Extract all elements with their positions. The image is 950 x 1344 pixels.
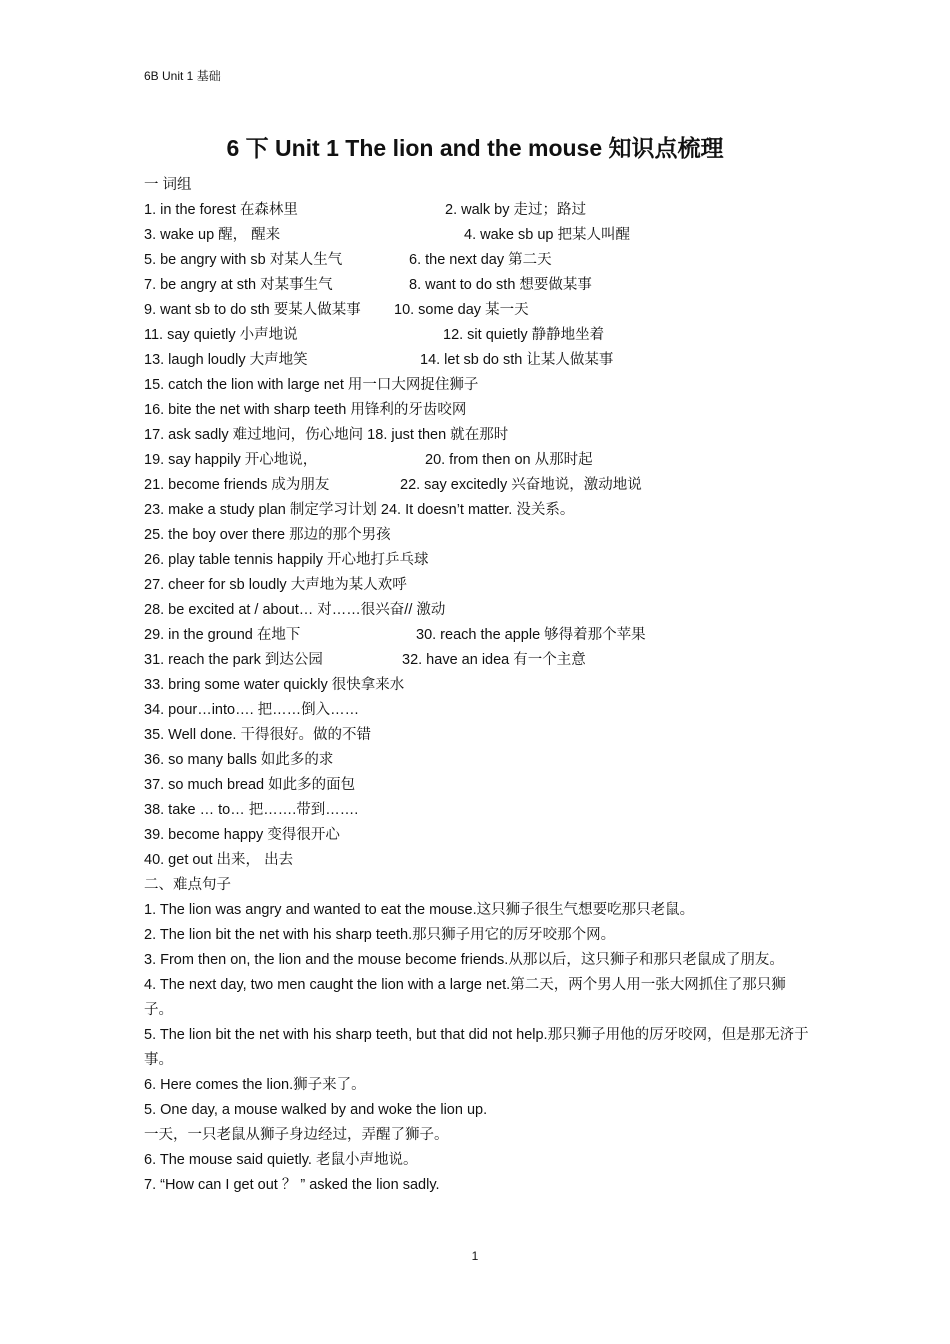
sentence-item: 7. “How can I get out ？ ” asked the lion sadly. (144, 1177, 440, 1193)
phrase-item: 13. laugh loudly 大声地笑 (144, 352, 308, 368)
phrase-row (144, 323, 812, 348)
phrase-row (144, 573, 812, 598)
phrase-item: 6. the next day 第二天 (409, 252, 552, 268)
phrase-row (144, 448, 812, 473)
phrase-item: 34. pour…into…. 把……倒入…… (144, 702, 360, 718)
phrase-row (144, 548, 812, 573)
phrase-row (144, 623, 812, 648)
phrase-row (144, 423, 812, 448)
phrase-item: 12. sit quietly 静静地坐着 (443, 327, 605, 343)
phrase-item: 7. be angry at sth 对某事生气 (144, 277, 333, 293)
sentence-item: 6. The mouse said quietly. 老鼠小声地说。 (144, 1152, 418, 1168)
phrase-row (144, 373, 812, 398)
sentence-item: 3. From then on, the lion and the mouse become friends.从那以后，这只狮子和那只老鼠成了朋友。 (144, 952, 784, 968)
phrase-item: 30. reach the apple 够得着那个苹果 (416, 627, 646, 643)
phrase-row (144, 673, 812, 698)
phrase-item: 40. get out 出来， 出去 (144, 852, 294, 868)
phrase-item: 15. catch the lion with large net 用一口大网捉住狮子 (144, 377, 479, 393)
phrase-row (144, 473, 812, 498)
sentence-item: 5. One day, a mouse walked by and woke the lion up. (144, 1102, 488, 1118)
phrase-item: 29. in the ground 在地下 (144, 627, 301, 643)
sentence-list (144, 898, 812, 1198)
phrase-list (144, 198, 812, 873)
page-number: 1 (471, 1249, 479, 1263)
phrase-item: 17. ask sadly 难过地问，伤心地问 18. just then 就在那时 (144, 427, 509, 443)
phrase-item: 33. bring some water quickly 很快拿来水 (144, 677, 405, 693)
phrase-item: 22. say excitedly 兴奋地说，激动地说 (400, 477, 642, 493)
phrase-item: 25. the boy over there 那边的那个男孩 (144, 527, 391, 543)
phrase-item: 26. play table tennis happily 开心地打乒乓球 (144, 552, 429, 568)
phrase-row (144, 348, 812, 373)
phrase-row (144, 273, 812, 298)
phrase-item: 37. so much bread 如此多的面包 (144, 777, 356, 793)
sentence-item: 5. The lion bit the net with his sharp teeth, but that did not help.那只狮子用他的厉牙咬网，但是那无济于事。 (144, 1027, 809, 1068)
sentence-item: 一天，一只老鼠从狮子身边经过，弄醒了狮子。 (144, 1127, 449, 1143)
phrase-row (144, 298, 812, 323)
phrase-row (144, 498, 812, 523)
phrase-row (144, 598, 812, 623)
phrase-item: 1. in the forest 在森林里 (144, 202, 298, 218)
phrase-item: 14. let sb do sth 让某人做某事 (420, 352, 614, 368)
phrase-item: 5. be angry with sb 对某人生气 (144, 252, 343, 268)
page-header: 6B Unit 1 基础 (144, 69, 221, 83)
phrase-item: 23. make a study plan 制定学习计划 24. It doesn’t matter. 没关系。 (144, 502, 575, 518)
section-heading-sentences: 二、难点句子 (144, 877, 231, 893)
phrase-item: 28. be excited at / about… 对……很兴奋// 激动 (144, 602, 446, 618)
phrase-row (144, 223, 812, 248)
phrase-row (144, 248, 812, 273)
phrase-row (144, 648, 812, 673)
phrase-item: 10. some day 某一天 (394, 302, 529, 318)
phrase-item: 31. reach the park 到达公园 (144, 652, 323, 668)
phrase-item: 39. become happy 变得很开心 (144, 827, 340, 843)
phrase-item: 11. say quietly 小声地说 (144, 327, 298, 343)
phrase-item: 16. bite the net with sharp teeth 用锋利的牙齿咬网 (144, 402, 467, 418)
phrase-item: 3. wake up 醒， 醒来 (144, 227, 281, 243)
phrase-item: 38. take … to… 把…….带到……. (144, 802, 359, 818)
document-body (144, 173, 812, 1198)
phrase-row (144, 748, 812, 773)
phrase-row (144, 523, 812, 548)
phrase-row (144, 398, 812, 423)
phrase-row (144, 773, 812, 798)
sentence-item: 2. The lion bit the net with his sharp teeth.那只狮子用它的厉牙咬那个网。 (144, 927, 616, 943)
phrase-row (144, 198, 812, 223)
sentence-item: 6. Here comes the lion.狮子来了。 (144, 1077, 366, 1093)
phrase-row (144, 823, 812, 848)
document-title: 6 下 Unit 1 The lion and the mouse 知识点梳理 (226, 135, 724, 161)
phrase-item: 8. want to do sth 想要做某事 (409, 277, 592, 293)
phrase-row (144, 723, 812, 748)
phrase-item: 32. have an idea 有一个主意 (402, 652, 586, 668)
phrase-item: 35. Well done. 干得很好。做的不错 (144, 727, 371, 743)
phrase-item: 20. from then on 从那时起 (425, 452, 593, 468)
section-heading-phrases: 一 词组 (144, 177, 192, 193)
phrase-item: 19. say happily 开心地说， (144, 452, 318, 468)
phrase-row (144, 798, 812, 823)
phrase-item: 36. so many balls 如此多的求 (144, 752, 334, 768)
phrase-item: 2. walk by 走过；路过 (445, 202, 586, 218)
phrase-item: 9. want sb to do sth 要某人做某事 (144, 302, 361, 318)
phrase-item: 21. become friends 成为朋友 (144, 477, 330, 493)
sentence-item: 1. The lion was angry and wanted to eat the mouse.这只狮子很生气想要吃那只老鼠。 (144, 902, 695, 918)
phrase-row (144, 848, 812, 873)
phrase-item: 4. wake sb up 把某人叫醒 (464, 227, 630, 243)
phrase-row (144, 698, 812, 723)
phrase-item: 27. cheer for sb loudly 大声地为某人欢呼 (144, 577, 407, 593)
sentence-item: 4. The next day, two men caught the lion with a large net.第二天，两个男人用一张大网抓住了那只狮子。 (144, 977, 786, 1018)
